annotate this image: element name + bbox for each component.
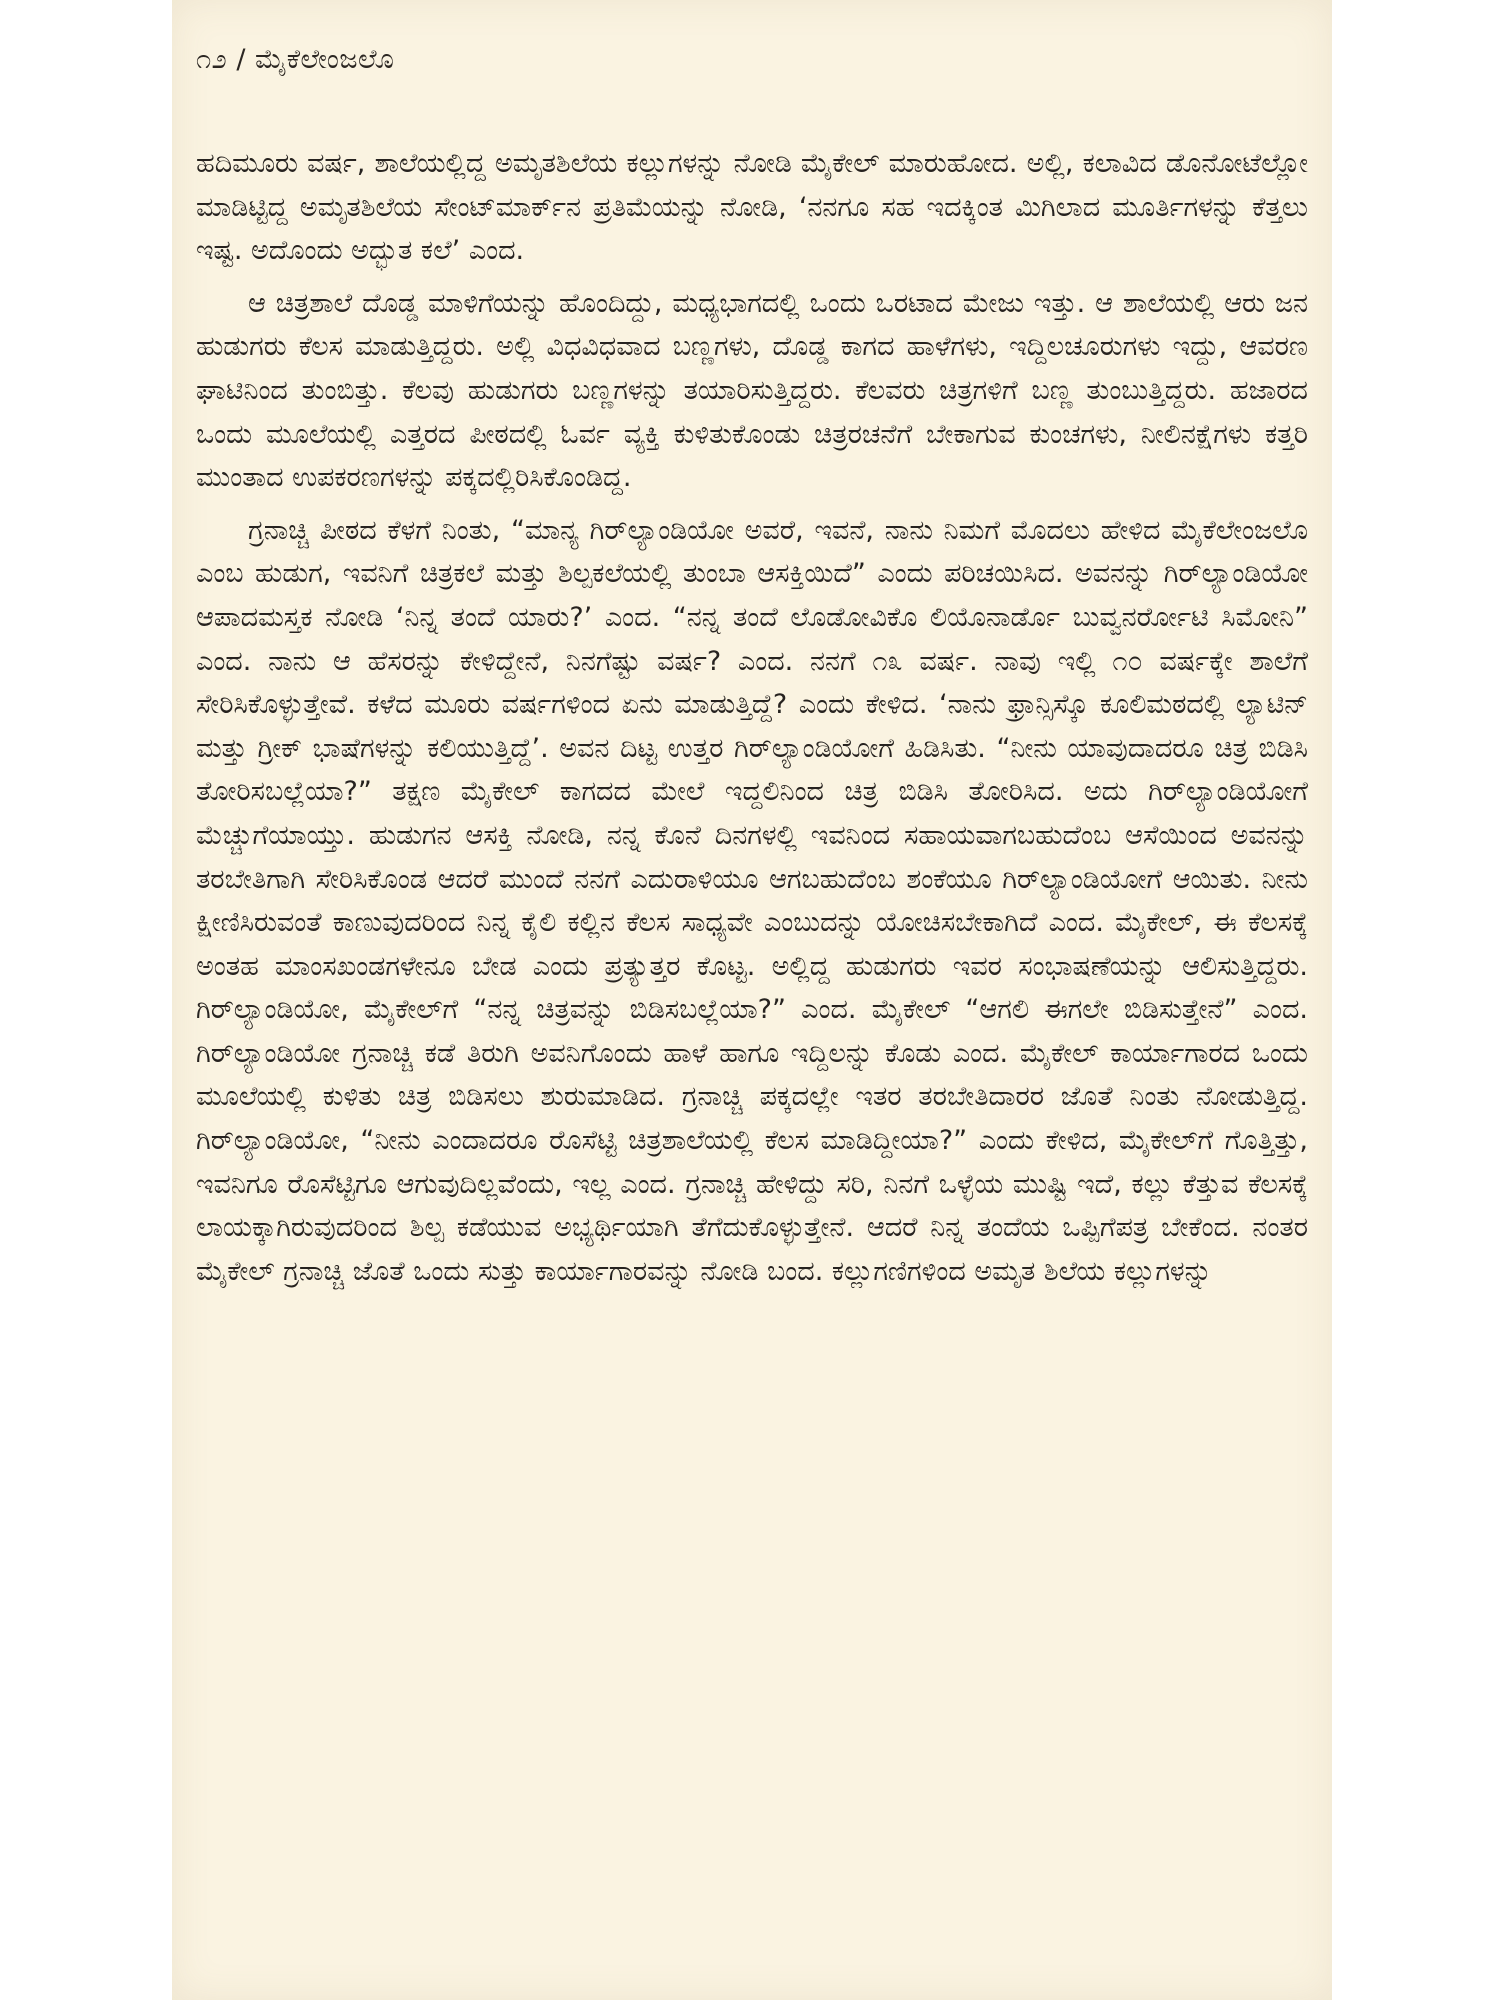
book-page <box>172 0 1332 2000</box>
paragraph-1: ಹದಿಮೂರು ವರ್ಷ, ಶಾಲೆಯಲ್ಲಿದ್ದ ಅಮೃತಶಿಲೆಯ ಕಲ್ಲುಗಳನ್ನು ನೋಡಿ ಮೈಕೇಲ್ ಮಾರುಹೋದ. ಅಲ್ಲಿ, ಕಲಾವಿದ ಡೊನೋಟೆಲ್ಲೋ ಮಾಡಿಟ್ಟಿದ್ದ ಅಮೃತಶಿಲೆಯ ಸೇಂಟ್‌ಮಾರ್ಕ್‌ನ ಪ್ರತಿಮೆಯನ್ನು ನೋಡಿ, ‘ನನಗೂ ಸಹ ಇದಕ್ಕಿಂತ ಮಿಗಿಲಾದ ಮೂರ್ತಿಗಳನ್ನು ಕೆತ್ತಲು ಇಷ್ಟ. ಅದೊಂದು ಅದ್ಭುತ ಕಲೆ’ ಎಂದ. <box>196 148 1308 267</box>
header-separator: / <box>227 44 256 75</box>
paragraph-2: ಆ ಚಿತ್ರಶಾಲೆ ದೊಡ್ಡ ಮಾಳಿಗೆಯನ್ನು ಹೊಂದಿದ್ದು, ಮಧ್ಯಭಾಗದಲ್ಲಿ ಒಂದು ಒರಟಾದ ಮೇಜು ಇತ್ತು. ಆ ಶಾಲೆಯಲ್ಲಿ ಆರು ಜನ ಹುಡುಗರು ಕೆಲಸ ಮಾಡುತ್ತಿದ್ದರು. ಅಲ್ಲಿ ವಿಧವಿಧವಾದ ಬಣ್ಣಗಳು, ದೊಡ್ಡ ಕಾಗದ ಹಾಳೆಗಳು, ಇದ್ದಿಲಚೂರುಗಳು ಇದ್ದು, ಆವರಣ ಘಾಟಿನಿಂದ ತುಂಬಿತ್ತು. ಕೆಲವು ಹುಡುಗರು ಬಣ್ಣಗಳನ್ನು ತಯಾರಿಸುತ್ತಿದ್ದರು. ಕೆಲವರು ಚಿತ್ರಗಳಿಗೆ ಬಣ್ಣ ತುಂಬುತ್ತಿದ್ದರು. ಹಜಾರದ ಒಂದು ಮೂಲೆಯಲ್ಲಿ ಎತ್ತರದ ಪೀಠದಲ್ಲಿ ಓರ್ವ ವ್ಯಕ್ತಿ ಕುಳಿತುಕೊಂಡು ಚಿತ್ರರಚನೆಗೆ ಬೇಕಾಗುವ ಕುಂಚಗಳು, ನೀಲಿನಕ್ಷೆಗಳು ಕತ್ತರಿ ಮುಂತಾದ ಉಪಕರಣಗಳನ್ನು ಪಕ್ಕದಲ್ಲಿರಿಸಿಕೊಂಡಿದ್ದ. <box>196 287 1308 494</box>
page-number: ೧೨ <box>196 44 228 75</box>
running-header <box>196 44 394 76</box>
page-body <box>196 142 1308 1302</box>
running-title: ಮೈಕೆಲೇಂಜಲೊ <box>255 44 395 75</box>
paragraph-3: ಗ್ರನಾಚ್ಚಿ ಪೀಠದ ಕೆಳಗೆ ನಿಂತು, “ಮಾನ್ಯ ಗಿರ್‌ಲ್ಯಾಂಡಿಯೋ ಅವರೆ, ಇವನೆ, ನಾನು ನಿಮಗೆ ಮೊದಲು ಹೇಳಿದ ಮೈಕೆಲೇಂಜಲೊ ಎಂಬ ಹುಡುಗ, ಇವನಿಗೆ ಚಿತ್ರಕಲೆ ಮತ್ತು ಶಿಲ್ಪಕಲೆಯಲ್ಲಿ ತುಂಬಾ ಆಸಕ್ತಿಯಿದೆ” ಎಂದು ಪರಿಚಯಿಸಿದ. ಅವನನ್ನು ಗಿರ್‌ಲ್ಯಾಂಡಿಯೋ ಆಪಾದಮಸ್ತಕ ನೋಡಿ ‘ನಿನ್ನ ತಂದೆ ಯಾರು?’ ಎಂದ. “ನನ್ನ ತಂದೆ ಲೊಡೋವಿಕೊ ಲಿಯೊನಾರ್ಡೊ ಬುವ್ವನರ್ರೋಟಿ ಸಿಮೋನಿ” ಎಂದ. ನಾನು ಆ ಹೆಸರನ್ನು ಕೇಳಿದ್ದೇನೆ, ನಿನಗೆಷ್ಟು ವರ್ಷ? ಎಂದ. ನನಗೆ ೧೩ ವರ್ಷ. ನಾವು ಇಲ್ಲಿ ೧೦ ವರ್ಷಕ್ಕೇ ಶಾಲೆಗೆ ಸೇರಿಸಿಕೊಳ್ಳುತ್ತೇವೆ. ಕಳೆದ ಮೂರು ವರ್ಷಗಳಿಂದ ಏನು ಮಾಡುತ್ತಿದ್ದೆ? ಎಂದು ಕೇಳಿದ. ‘ನಾನು ಫ್ರಾನ್ಸಿಸ್ಕೊ ಕೂಲಿಮಠದಲ್ಲಿ ಲ್ಯಾಟಿನ್ ಮತ್ತು ಗ್ರೀಕ್ ಭಾಷೆಗಳನ್ನು ಕಲಿಯುತ್ತಿದ್ದೆ’. ಅವನ ದಿಟ್ಟ ಉತ್ತರ ಗಿರ್‌ಲ್ಯಾಂಡಿಯೋಗೆ ಹಿಡಿಸಿತು. “ನೀನು ಯಾವುದಾದರೂ ಚಿತ್ರ ಬಿಡಿಸಿ ತೋರಿಸಬಲ್ಲೆಯಾ?” ತಕ್ಷಣ ಮೈಕೇಲ್ ಕಾಗದದ ಮೇಲೆ ಇದ್ದಲಿನಿಂದ ಚಿತ್ರ ಬಿಡಿಸಿ ತೋರಿಸಿದ. ಅದು ಗಿರ್‌ಲ್ಯಾಂಡಿಯೋಗೆ ಮೆಚ್ಚುಗೆಯಾಯ್ತು. ಹುಡುಗನ ಆಸಕ್ತಿ ನೋಡಿ, ನನ್ನ ಕೊನೆ ದಿನಗಳಲ್ಲಿ ಇವನಿಂದ ಸಹಾಯವಾಗಬಹುದೆಂಬ ಆಸೆಯಿಂದ ಅವನನ್ನು ತರಬೇತಿಗಾಗಿ ಸೇರಿಸಿಕೊಂಡ ಆದರೆ ಮುಂದೆ ನನಗೆ ಎದುರಾಳಿಯೂ ಆಗಬಹುದೆಂಬ ಶಂಕೆಯೂ ಗಿರ್‌ಲ್ಯಾಂಡಿಯೋಗೆ ಆಯಿತು. ನೀನು ಕ್ಷೀಣಿಸಿರುವಂತೆ ಕಾಣುವುದರಿಂದ ನಿನ್ನ ಕೈಲಿ ಕಲ್ಲಿನ ಕೆಲಸ ಸಾಧ್ಯವೇ ಎಂಬುದನ್ನು ಯೋಚಿಸಬೇಕಾಗಿದೆ ಎಂದ. ಮೈಕೇಲ್, ಈ ಕೆಲಸಕ್ಕೆ ಅಂತಹ ಮಾಂಸಖಂಡಗಳೇನೂ ಬೇಡ ಎಂದು ಪ್ರತ್ಯುತ್ತರ ಕೊಟ್ಟ. ಅಲ್ಲಿದ್ದ ಹುಡುಗರು ಇವರ ಸಂಭಾಷಣೆಯನ್ನು ಆಲಿಸುತ್ತಿದ್ದರು. ಗಿರ್‌ಲ್ಯಾಂಡಿಯೋ, ಮೈಕೇಲ್‌ಗೆ “ನನ್ನ ಚಿತ್ರವನ್ನು ಬಿಡಿಸಬಲ್ಲೆಯಾ?” ಎಂದ. ಮೈಕೇಲ್ “ಆಗಲಿ ಈಗಲೇ ಬಿಡಿಸುತ್ತೇನೆ” ಎಂದ. ಗಿರ್‌ಲ್ಯಾಂಡಿಯೋ ಗ್ರನಾಚ್ಚಿ ಕಡೆ ತಿರುಗಿ ಅವನಿಗೊಂದು ಹಾಳೆ ಹಾಗೂ ಇದ್ದಿಲನ್ನು ಕೊಡು ಎಂದ. ಮೈಕೇಲ್ ಕಾರ್ಯಾಗಾರದ ಒಂದು ಮೂಲೆಯಲ್ಲಿ ಕುಳಿತು ಚಿತ್ರ ಬಿಡಿಸಲು ಶುರುಮಾಡಿದ. ಗ್ರನಾಚ್ಚಿ ಪಕ್ಕದಲ್ಲೇ ಇತರ ತರಬೇತಿದಾರರ ಜೊತೆ ನಿಂತು ನೋಡುತ್ತಿದ್ದ. ಗಿರ್‌ಲ್ಯಾಂಡಿಯೋ, “ನೀನು ಎಂದಾದರೂ ರೊಸೆಟ್ಟಿ ಚಿತ್ರಶಾಲೆಯಲ್ಲಿ ಕೆಲಸ ಮಾಡಿದ್ದೀಯಾ?” ಎಂದು ಕೇಳಿದ, ಮೈಕೇಲ್‌ಗೆ ಗೊತ್ತಿತ್ತು, ಇವನಿಗೂ ರೊಸೆಟ್ಟಿಗೂ ಆಗುವುದಿಲ್ಲವೆಂದು, ಇಲ್ಲ ಎಂದ. ಗ್ರನಾಚ್ಚಿ ಹೇಳಿದ್ದು ಸರಿ, ನಿನಗೆ ಒಳ್ಳೆಯ ಮುಷ್ಟಿ ಇದೆ, ಕಲ್ಲು ಕೆತ್ತುವ ಕೆಲಸಕ್ಕೆ ಲಾಯಕ್ಕಾಗಿರುವುದರಿಂದ ಶಿಲ್ಪ ಕಡೆಯುವ ಅಭ್ಯರ್ಥಿಯಾಗಿ ತೆಗೆದುಕೊಳ್ಳುತ್ತೇನೆ. ಆದರೆ ನಿನ್ನ ತಂದೆಯ ಒಪ್ಪಿಗೆಪತ್ರ ಬೇಕೆಂದ. ನಂತರ ಮೈಕೇಲ್ ಗ್ರನಾಚ್ಚಿ ಜೊತೆ ಒಂದು ಸುತ್ತು ಕಾರ್ಯಾಗಾರವನ್ನು ನೋಡಿ ಬಂದ. ಕಲ್ಲುಗಣಿಗಳಿಂದ ಅಮೃತ ಶಿಲೆಯ ಕಲ್ಲುಗಳನ್ನು <box>196 514 1308 1287</box>
